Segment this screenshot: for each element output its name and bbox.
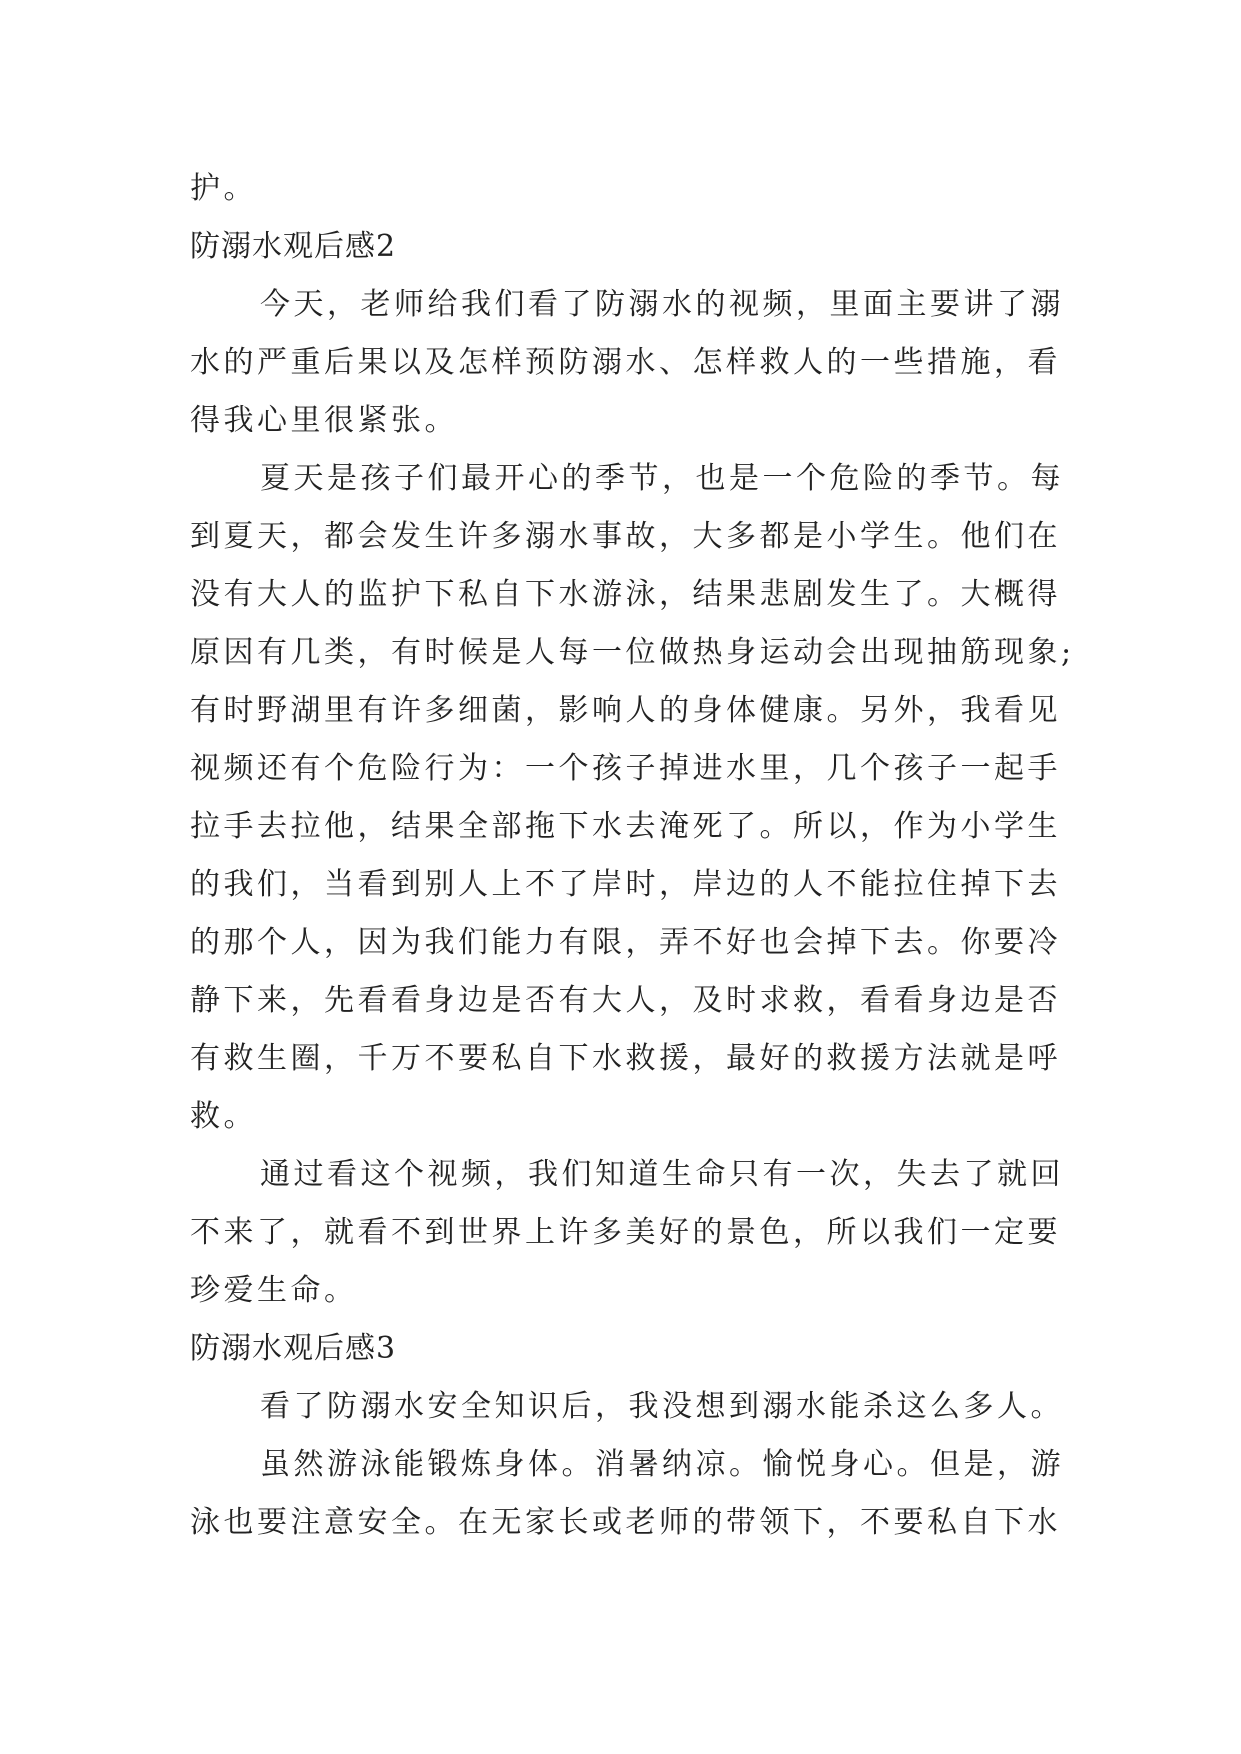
text-line: 视频还有个危险行为：一个孩子掉进水里，几个孩子一起手 [190, 751, 1061, 786]
text-line: 不来了，就看不到世界上许多美好的景色，所以我们一定要 [190, 1215, 1061, 1250]
text-line: 有救生圈，千万不要私自下水救援，最好的救援方法就是呼 [190, 1041, 1061, 1076]
text-line: 的那个人，因为我们能力有限，弄不好也会掉下去。你要冷 [190, 925, 1061, 960]
text-line: 原因有几类，有时候是人每一位做热身运动会出现抽筋现象; [190, 635, 1075, 670]
text-line: 水的严重后果以及怎样预防溺水、怎样救人的一些措施，看 [190, 345, 1061, 380]
paragraph-first-line: 今天，老师给我们看了防溺水的视频，里面主要讲了溺 [260, 287, 1064, 322]
text-line: 泳也要注意安全。在无家长或老师的带领下，不要私自下水 [190, 1505, 1061, 1540]
section-heading: 防溺水观后感2 [190, 229, 397, 264]
paragraph-first-line: 虽然游泳能锻炼身体。消暑纳凉。愉悦身心。但是，游 [260, 1447, 1064, 1482]
text-line: 珍爱生命。 [190, 1273, 358, 1308]
text-line: 救。 [190, 1099, 257, 1134]
text-line: 到夏天，都会发生许多溺水事故，大多都是小学生。他们在 [190, 519, 1061, 554]
text-line: 的我们，当看到别人上不了岸时，岸边的人不能拉住掉下去 [190, 867, 1061, 902]
paragraph-first-line: 看了防溺水安全知识后，我没想到溺水能杀这么多人。 [260, 1389, 1064, 1424]
text-line: 得我心里很紧张。 [190, 403, 458, 438]
text-line: 护。 [190, 171, 257, 206]
text-line: 静下来，先看看身边是否有大人，及时求救，看看身边是否 [190, 983, 1061, 1018]
section-heading: 防溺水观后感3 [190, 1331, 397, 1366]
paragraph-first-line: 夏天是孩子们最开心的季节，也是一个危险的季节。每 [260, 461, 1064, 496]
paragraph-first-line: 通过看这个视频，我们知道生命只有一次，失去了就回 [260, 1157, 1064, 1192]
text-line: 有时野湖里有许多细菌，影响人的身体健康。另外，我看见 [190, 693, 1061, 728]
text-line: 没有大人的监护下私自下水游泳，结果悲剧发生了。大概得 [190, 577, 1061, 612]
document-body [190, 160, 1075, 1552]
text-line: 拉手去拉他，结果全部拖下水去淹死了。所以，作为小学生 [190, 809, 1061, 844]
